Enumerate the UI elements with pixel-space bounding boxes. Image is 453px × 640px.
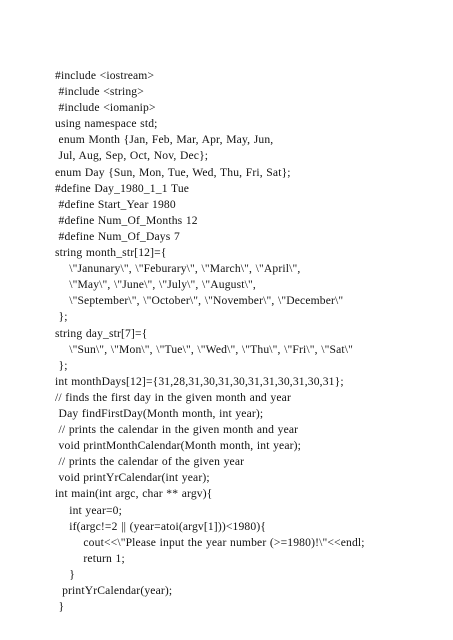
code-line: #include <string> [55, 85, 144, 99]
code-line: enum Month {Jan, Feb, Mar, Apr, May, Jun, [55, 133, 274, 147]
code-line: // finds the first day in the given month and year [55, 390, 291, 404]
code-line: enum Day {Sun, Mon, Tue, Wed, Thu, Fri, Sat}; [55, 165, 291, 179]
code-line: printYrCalendar(year); [55, 584, 173, 597]
code-line: int year=0; [55, 503, 122, 517]
code-line: string month_str[12]={ [55, 246, 167, 260]
code-line: \"Sun\", \"Mon\", \"Tue\", \"Wed\", \"Thu\", \"Fri\", \"Sat\" [55, 342, 354, 356]
code-listing [55, 68, 450, 615]
code-line: #include <iostream> [55, 69, 155, 82]
code-line: int monthDays[12]={31,28,31,30,31,30,31,31,30,31,30,31}; [55, 374, 344, 388]
code-line: } [55, 600, 65, 614]
code-line: #define Num_Of_Months 12 [55, 213, 198, 227]
code-line: // prints the calendar in the given month and year [55, 423, 299, 437]
code-line: #define Start_Year 1980 [55, 197, 176, 211]
code-line: void printYrCalendar(int year); [55, 471, 210, 485]
code-line: Day findFirstDay(Month month, int year); [55, 406, 264, 420]
code-line: #define Day_1980_1_1 Tue [55, 181, 190, 195]
code-line: #include <iomanip> [55, 101, 156, 115]
code-line: }; [55, 310, 68, 324]
code-line: cout<<\"Please input the year number (>=1980)!\"<<endl; [55, 535, 365, 549]
code-line: #define Num_Of_Days 7 [55, 229, 180, 243]
code-line: void printMonthCalendar(Month month, int year); [55, 439, 302, 453]
code-line: Jul, Aug, Sep, Oct, Nov, Dec}; [55, 149, 209, 163]
code-line: } [55, 567, 75, 581]
code-line: string day_str[7]={ [55, 326, 148, 340]
code-line: \"Janunary\", \"Feburary\", \"March\", \"April\", [55, 262, 301, 276]
code-line: }; [55, 358, 68, 372]
code-line: int main(int argc, char ** argv){ [55, 487, 213, 501]
code-line: \"September\", \"October\", \"November\", \"December\" [55, 294, 344, 308]
code-line: using namespace std; [55, 117, 158, 131]
code-line: return 1; [55, 551, 125, 565]
code-line: \"May\", \"June\", \"July\", \"August\", [55, 278, 256, 292]
code-line: if(argc!=2 || (year=atoi(argv[1]))<1980){ [55, 519, 267, 533]
code-line: // prints the calendar of the given year [55, 455, 245, 469]
